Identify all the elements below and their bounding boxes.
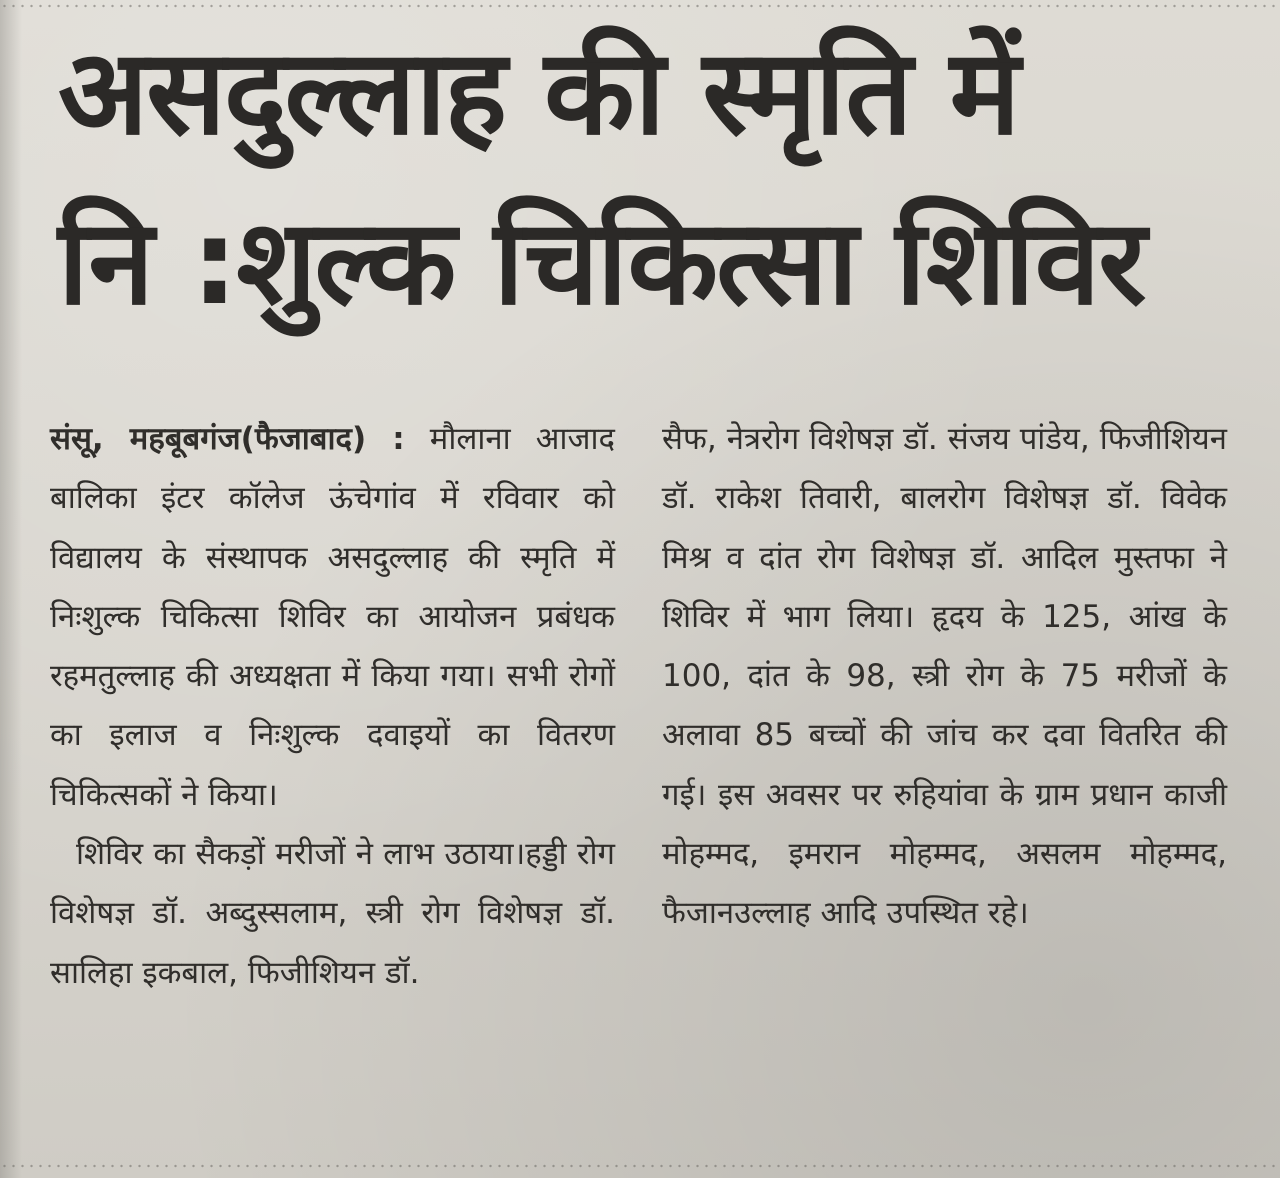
article-paragraph-2 (50, 825, 615, 1003)
article-paragraph-2-part-2: सैफ, नेत्ररोग विशेषज्ञ डॉ. संजय पांडेय, फिजीशियन डॉ. राकेश तिवारी, बालरोग विशेषज्ञ डॉ. विवेक मिश्र व दांत रोग विशेषज्ञ डॉ. आदिल मुस्तफा ने शिविर में भाग लिया। हृदय के 125, आंख के 100, दांत के 98, स्त्री रोग के 75 मरीजों के अलावा 85 बच्चों की जांच कर दवा वितरित की गई। इस अवसर पर रुहियांवा के ग्राम प्रधान काजी मोहम्मद, इमरान मोहम्मद, असलम मोहम्मद, फैजानउल्लाह आदि उपस्थित रहे। (662, 421, 1227, 932)
page-edge-shadow (0, 0, 22, 1178)
article-column-left (50, 410, 615, 1003)
article-paragraph-2-part-1: शिविर का सैकड़ों मरीजों ने लाभ उठाया।हड्डी रोग विशेषज्ञ डॉ. अब्दुस्सलाम, स्त्री रोग विशेषज्ञ डॉ. सालिहा इकबाल, फिजीशियन डॉ. (50, 836, 615, 991)
headline-line-2: नि :शुल्क चिकित्सा शिविर (58, 193, 1145, 331)
headline-line-1: असदुल्लाह की स्मृति में (58, 23, 1019, 161)
dateline: संसू, महबूबगंज(फैजाबाद) : (50, 421, 405, 457)
article-column-right (662, 410, 1227, 944)
article-paragraph-1-text: मौलाना आजाद बालिका इंटर कॉलेज ऊंचेगांव में रविवार को विद्यालय के संस्थापक असदुल्लाह की स्मृति में निःशुल्क चिकित्सा शिविर का आयोजन प्रबंधक रहमतुल्लाह की अध्यक्षता में किया गया। सभी रोगों का इलाज व निःशुल्क दवाइयों का वितरण चिकित्सकों ने किया। (50, 421, 615, 813)
article-paragraph-2-continued (662, 410, 1227, 944)
article-paragraph-1 (50, 410, 615, 825)
bottom-dotted-rule (0, 1164, 1280, 1168)
top-dotted-rule (0, 4, 1280, 8)
